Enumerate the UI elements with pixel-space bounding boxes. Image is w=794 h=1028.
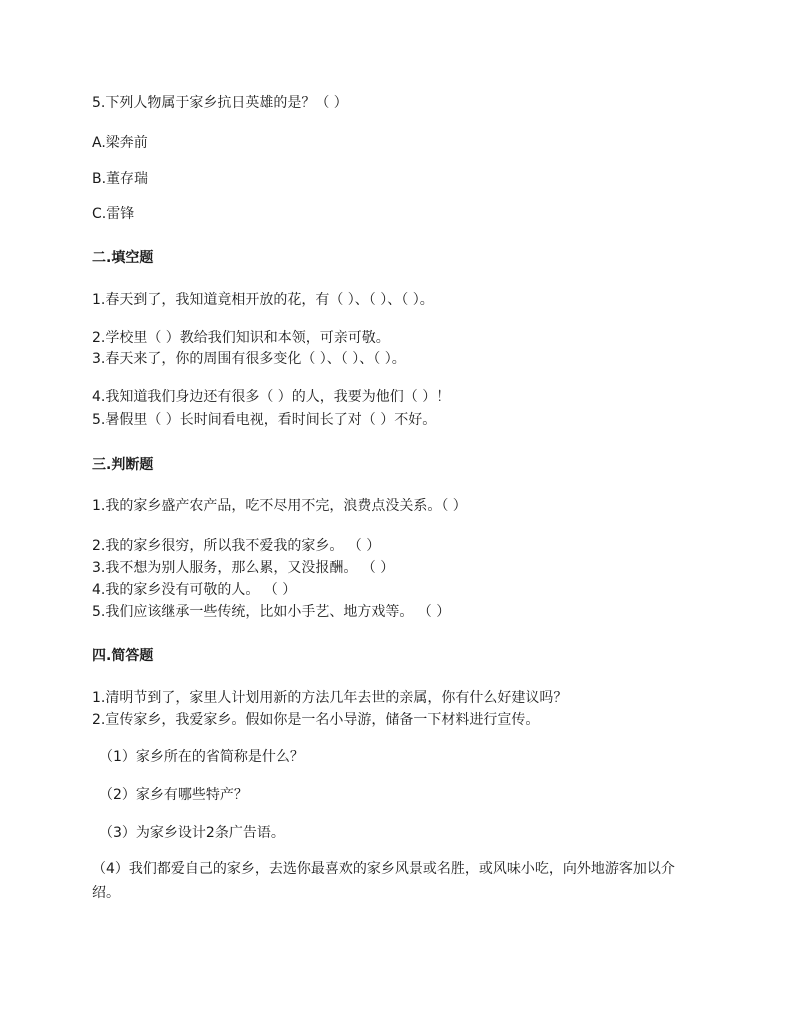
short-answer-subitem-4: （4）我们都爱自己的家乡，去选你最喜欢的家乡风景或名胜，或风味小吃，向外地游客加以介绍。 — [92, 861, 675, 901]
true-false-item-1: 1.我的家乡盛产农产品，吃不尽用不完，浪费点没关系。（ ） — [92, 498, 467, 514]
section-title-short-answer: 四.简答题 — [92, 648, 154, 664]
short-answer-item-1: 1.清明节到了，家里人计划用新的方法几年去世的亲属，你有什么好建议吗？ — [92, 690, 568, 706]
section-title-true-false: 三.判断题 — [92, 457, 154, 473]
short-answer-subitem-2: （2）家乡有哪些特产？ — [99, 787, 248, 803]
fill-blank-item-1: 1.春天到了，我知道竟相开放的花，有（ ）、（ ）、（ ）。 — [92, 292, 434, 308]
true-false-item-4: 4.我的家乡没有可敬的人。 （ ） — [92, 582, 297, 598]
question-5-stem: 5.下列人物属于家乡抗日英雄的是？（ ） — [92, 95, 348, 111]
fill-blank-item-3: 3.春天来了，你的周围有很多变化（ ）、（ ）、（ ）。 — [92, 351, 406, 367]
true-false-item-5: 5.我们应该继承一些传统，比如小手艺、地方戏等。 （ ） — [92, 604, 451, 620]
true-false-item-3: 3.我不想为别人服务，那么累，又没报酬。 （ ） — [92, 560, 395, 576]
option-a: A.梁奔前 — [92, 135, 148, 151]
true-false-item-2: 2.我的家乡很穷，所以我不爱我的家乡。 （ ） — [92, 538, 381, 554]
short-answer-subitem-3: （3）为家乡设计2条广告语。 — [99, 825, 285, 841]
option-b: B.董存瑞 — [92, 171, 149, 187]
section-title-fill-blank: 二.填空题 — [92, 250, 154, 266]
option-c: C.雷锋 — [92, 206, 135, 222]
fill-blank-item-5: 5.暑假里（ ）长时间看电视，看时间长了对（ ）不好。 — [92, 412, 437, 428]
short-answer-item-2: 2.宣传家乡，我爱家乡。假如你是一名小导游，储备一下材料进行宣传。 — [92, 712, 540, 728]
short-answer-subitem-1: （1）家乡所在的省简称是什么？ — [99, 749, 304, 765]
fill-blank-item-2: 2.学校里（ ）教给我们知识和本领，可亲可敬。 — [92, 330, 390, 346]
fill-blank-item-4: 4.我知道我们身边还有很多（ ）的人，我要为他们（ ）！ — [92, 389, 451, 405]
